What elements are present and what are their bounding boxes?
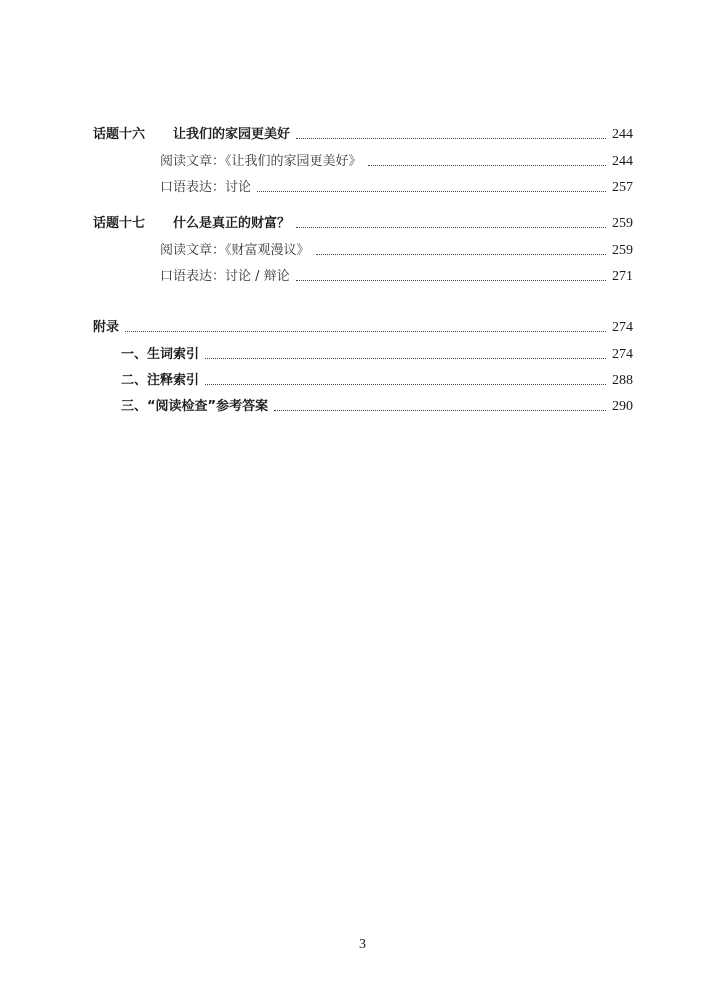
dot-leader <box>205 358 606 359</box>
dot-leader <box>368 165 606 166</box>
dot-leader <box>274 410 606 411</box>
entry-label: 三、“阅读检查”参考答案 <box>121 399 269 414</box>
topic-number: 话题十六 <box>93 127 146 142</box>
toc-entry-reading[interactable] <box>160 242 633 260</box>
entry-label: 口语表达：讨论 / 辩论 <box>160 269 290 284</box>
dot-leader <box>296 280 606 281</box>
toc-appendix[interactable] <box>93 319 633 337</box>
entry-label: 一、生词索引 <box>121 347 200 362</box>
toc-entry-speaking[interactable] <box>160 268 633 286</box>
toc-topic-16[interactable] <box>93 126 633 144</box>
topic-number: 话题十七 <box>93 216 146 231</box>
toc-entry-speaking[interactable] <box>160 179 633 197</box>
toc-entry-reading[interactable] <box>160 153 633 171</box>
entry-label: 阅读文章：《财富观漫议》 <box>160 243 310 258</box>
toc-appendix-vocab-index[interactable] <box>121 346 633 364</box>
page-ref: 244 <box>612 127 633 142</box>
page-ref: 257 <box>612 180 633 195</box>
dot-leader <box>296 138 606 139</box>
toc-appendix-answer-key[interactable] <box>121 398 633 416</box>
page-ref: 244 <box>612 154 633 169</box>
topic-title: 让我们的家园更美好 <box>173 127 291 142</box>
appendix-label: 附录 <box>93 320 120 335</box>
page-ref: 271 <box>612 269 633 284</box>
topic-title: 什么是真正的财富？ <box>173 216 291 231</box>
toc-topic-17[interactable] <box>93 215 633 233</box>
entry-label: 口语表达：讨论 <box>160 180 252 195</box>
page-ref: 259 <box>612 216 633 231</box>
entry-label: 二、注释索引 <box>121 373 200 388</box>
dot-leader <box>205 384 606 385</box>
page-ref: 290 <box>612 399 633 414</box>
page-ref: 274 <box>612 347 633 362</box>
dot-leader <box>257 191 606 192</box>
page-ref: 288 <box>612 373 633 388</box>
page-ref: 274 <box>612 320 633 335</box>
entry-label: 阅读文章：《让我们的家园更美好》 <box>160 154 362 169</box>
dot-leader <box>125 331 606 332</box>
dot-leader <box>296 227 606 228</box>
dot-leader <box>316 254 606 255</box>
toc-appendix-notes-index[interactable] <box>121 372 633 390</box>
page-ref: 259 <box>612 243 633 258</box>
page-number: 3 <box>359 937 366 952</box>
